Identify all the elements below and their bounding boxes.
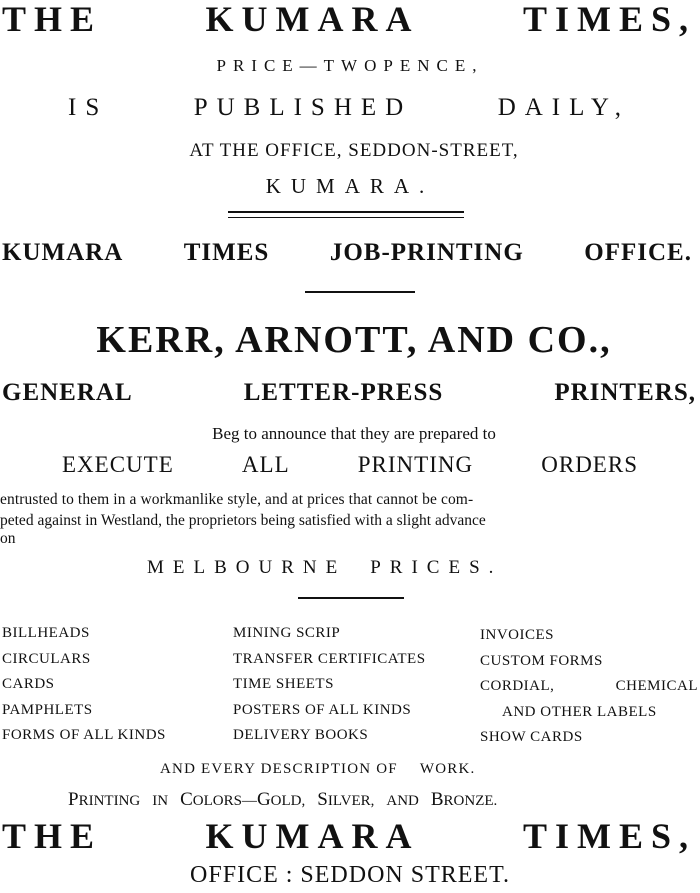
service-item: POSTERS OF ALL KINDS xyxy=(233,701,412,718)
masthead-word-times: TIMES, xyxy=(522,0,696,39)
job-word-kumara: KUMARA xyxy=(2,239,124,266)
service-item-cordial xyxy=(480,678,698,704)
job-office-heading xyxy=(0,239,700,267)
masthead-title xyxy=(0,0,700,40)
services-column-1 xyxy=(2,625,166,753)
colors-word: GOLD, xyxy=(256,789,306,810)
double-rule-bottom xyxy=(228,217,464,218)
service-item: MINING SCRIP xyxy=(233,625,341,641)
colors-word: SILVER, xyxy=(317,789,375,810)
services-column-3 xyxy=(480,627,698,755)
footer-word-kumara: KUMARA xyxy=(205,816,420,856)
service-item: BILLHEADS xyxy=(2,625,90,641)
service-item: PAMPHLETS xyxy=(2,701,93,718)
colors-word: PRINTING xyxy=(68,789,141,810)
town-line: KUMARA. xyxy=(265,174,435,198)
colors-word: BRONZE. xyxy=(430,789,498,810)
service-item: INVOICES xyxy=(480,627,554,643)
announce-line: Beg to announce that they are prepared to xyxy=(212,424,496,443)
short-rule-1 xyxy=(305,291,415,293)
body-line-2: peted against in Westland, the proprietors being satisfied with a slight advance xyxy=(0,512,486,529)
trade-word-general: GENERAL xyxy=(2,379,133,406)
service-item: DELIVERY BOOKS xyxy=(233,727,369,743)
job-word-times: TIMES xyxy=(183,239,270,266)
execute-line xyxy=(0,452,700,478)
job-word-office: OFFICE. xyxy=(584,239,692,266)
double-rule-top xyxy=(228,211,464,213)
work-word: WORK. xyxy=(419,761,476,777)
chemical-word: CHEMICAL xyxy=(615,678,698,694)
service-item: CIRCULARS xyxy=(2,650,91,667)
masthead-word-kumara: KUMARA xyxy=(205,0,420,39)
firm-name: KERR, ARNOTT, AND CO., xyxy=(96,319,612,361)
body-line-1: entrusted to them in a workmanlike style, and at prices that cannot be com- xyxy=(0,491,474,508)
price-line: PRICE—TWOPENCE, xyxy=(216,56,484,75)
colors-word: AND xyxy=(386,793,419,809)
footer-word-the: THE xyxy=(2,816,103,856)
colors-word: COLORS— xyxy=(180,789,257,810)
service-item: CUSTOM FORMS xyxy=(480,652,603,669)
prices-word: PRICES. xyxy=(370,557,503,578)
melbourne-word: MELBOURNE xyxy=(147,557,347,578)
footer-title xyxy=(0,815,700,857)
melbourne-prices xyxy=(147,557,502,579)
execute-word-orders: ORDERS xyxy=(541,452,638,477)
published-word-daily: DAILY, xyxy=(497,94,630,121)
execute-word-all: ALL xyxy=(241,452,290,477)
published-word-is: IS xyxy=(68,94,109,121)
service-item: FORMS OF ALL KINDS xyxy=(2,727,166,743)
published-word-published: PUBLISHED xyxy=(193,94,413,121)
masthead-word-the: THE xyxy=(2,0,103,39)
short-rule-2 xyxy=(298,597,404,599)
job-word-job-printing: JOB-PRINTING xyxy=(329,239,524,266)
service-item: CARDS xyxy=(2,676,55,692)
trade-word-printers: PRINTERS, xyxy=(554,379,696,406)
service-item: SHOW CARDS xyxy=(480,729,583,745)
footer-office: OFFICE : SEDDON STREET. xyxy=(190,862,510,888)
colors-word: IN xyxy=(152,793,169,809)
body-line-3: on xyxy=(0,530,16,547)
printing-colors-line xyxy=(68,789,497,811)
every-description-text: AND EVERY DESCRIPTION OF xyxy=(160,761,398,777)
services-column-2 xyxy=(233,625,426,753)
execute-word-printing: PRINTING xyxy=(357,452,474,477)
office-address-line: AT THE OFFICE, SEDDON-STREET, xyxy=(189,140,519,161)
every-description-line xyxy=(160,761,475,778)
trade-word-letter-press: LETTER-PRESS xyxy=(243,379,444,406)
service-item: TIME SHEETS xyxy=(233,676,334,692)
execute-word-execute: EXECUTE xyxy=(62,452,174,477)
footer-word-times: TIMES, xyxy=(522,816,696,856)
service-item: TRANSFER CERTIFICATES xyxy=(233,650,426,667)
service-item: AND OTHER LABELS xyxy=(502,703,657,720)
published-line xyxy=(0,94,700,122)
cordial-word: CORDIAL, xyxy=(480,678,555,694)
trade-heading xyxy=(0,379,700,407)
